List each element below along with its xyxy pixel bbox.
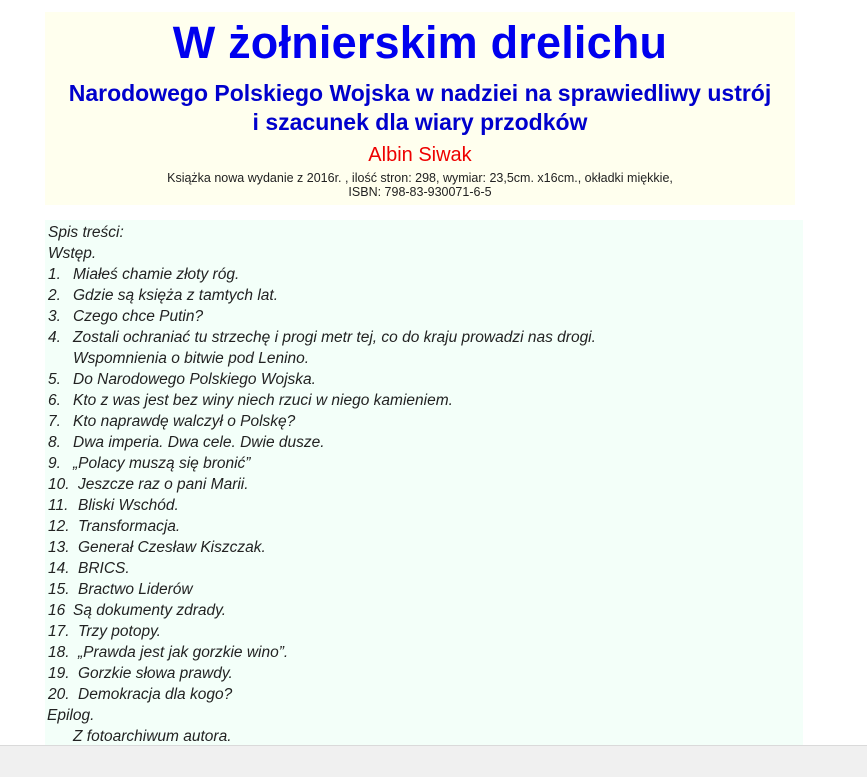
toc-item-number: 11.: [48, 497, 69, 514]
toc-item-title: Bliski Wschód.: [78, 497, 179, 514]
toc-item-title: Zostali ochraniać tu strzechę i progi metr tej, co do kraju prowadzi nas drogi.: [73, 329, 596, 346]
toc-item-number: 13.: [48, 539, 70, 556]
book-subtitle: [45, 79, 795, 137]
toc-epilog: Epilog.: [47, 707, 95, 724]
toc-item-number: 9.: [48, 455, 61, 472]
book-details-line-1: Książka nowa wydanie z 2016r. , ilość stron: 298, wymiar: 23,5cm. x16cm., okładki miękkie,: [167, 171, 673, 185]
toc-item: [48, 369, 316, 390]
toc-item: [48, 600, 226, 621]
subtitle-line-2: i szacunek dla wiary przodków: [252, 109, 588, 135]
toc-item-title: Kto z was jest bez winy niech rzuci w niego kamieniem.: [73, 392, 453, 409]
toc-item: [48, 285, 278, 306]
toc-item-number: 19.: [48, 665, 70, 682]
toc-item-number: 3.: [48, 308, 61, 325]
toc-item: [48, 558, 130, 579]
toc-item-title: Czego chce Putin?: [73, 308, 204, 325]
toc-item-number: 6.: [48, 392, 61, 409]
toc-item: [48, 621, 161, 642]
toc-item: [48, 579, 193, 600]
toc-item: [48, 663, 233, 684]
book-header: [45, 12, 795, 205]
toc-item-number: 20.: [48, 686, 70, 703]
book-author: Albin Siwak: [368, 144, 472, 166]
toc-item-title: Wspomnienia o bitwie pod Lenino.: [73, 350, 310, 367]
toc-item: [48, 306, 203, 327]
toc-item-title: Generał Czesław Kiszczak.: [78, 539, 266, 556]
toc-item-title: Transformacja.: [78, 518, 181, 535]
toc-item-number: 10.: [48, 476, 70, 493]
toc-item-title: „Prawda jest jak gorzkie wino”.: [78, 644, 289, 661]
toc-item: [48, 537, 266, 558]
toc-item-title: Miałeś chamie złoty róg.: [73, 266, 240, 283]
toc-item-number: 16: [48, 602, 66, 619]
toc-item: [48, 411, 295, 432]
subtitle-line-1: Narodowego Polskiego Wojska w nadziei na sprawiedliwy ustrój: [68, 80, 772, 106]
toc-item-title: Trzy potopy.: [78, 623, 161, 640]
toc-item-title: Gorzkie słowa prawdy.: [78, 665, 233, 682]
toc-item-number: 8.: [48, 434, 61, 451]
toc-item-number: 15.: [48, 581, 70, 598]
toc-item: [48, 327, 596, 348]
toc-item-number: 14.: [48, 560, 70, 577]
toc-item-title: Bractwo Liderów: [78, 581, 193, 598]
book-details: [45, 171, 795, 199]
toc-item-number: 12.: [48, 518, 70, 535]
toc-item-title: Do Narodowego Polskiego Wojska.: [73, 371, 316, 388]
toc-item-title: Kto naprawdę walczył o Polskę?: [73, 413, 296, 430]
toc-item-title: „Polacy muszą się bronić”: [73, 455, 251, 472]
toc-item: [48, 516, 180, 537]
toc-item-title: Są dokumenty zdrady.: [73, 602, 227, 619]
toc-item-title: Jeszcze raz o pani Marii.: [78, 476, 249, 493]
table-of-contents: [45, 220, 803, 750]
toc-photo-archive: Z fotoarchiwum autora.: [73, 728, 232, 745]
book-title: W żołnierskim drelichu: [172, 17, 668, 68]
toc-item: [48, 642, 288, 663]
book-isbn: ISBN: 798-83-930071-6-5: [348, 185, 492, 199]
toc-item: [48, 495, 179, 516]
toc-item: [48, 453, 250, 474]
toc-item-number: 4.: [48, 329, 61, 346]
toc-item: [48, 684, 232, 705]
toc-item: [48, 432, 325, 453]
toc-item-number: 7.: [48, 413, 61, 430]
toc-intro: Wstęp.: [48, 245, 97, 262]
toc-item-title: Gdzie są księża z tamtych lat.: [73, 287, 279, 304]
toc-item: [48, 348, 309, 369]
toc-item-title: Demokracja dla kogo?: [78, 686, 233, 703]
toc-item: [48, 264, 239, 285]
toc-heading: Spis treści:: [48, 224, 124, 241]
toc-item: [48, 390, 453, 411]
toc-item-number: 18.: [48, 644, 70, 661]
toc-item-number: 2.: [48, 287, 61, 304]
toc-item-number: 1.: [48, 266, 61, 283]
toc-item-number: 5.: [48, 371, 61, 388]
toc-item: [48, 474, 249, 495]
bottom-bar: [0, 745, 867, 777]
toc-item-title: Dwa imperia. Dwa cele. Dwie dusze.: [73, 434, 325, 451]
toc-item-number: 17.: [48, 623, 70, 640]
toc-item-title: BRICS.: [78, 560, 130, 577]
